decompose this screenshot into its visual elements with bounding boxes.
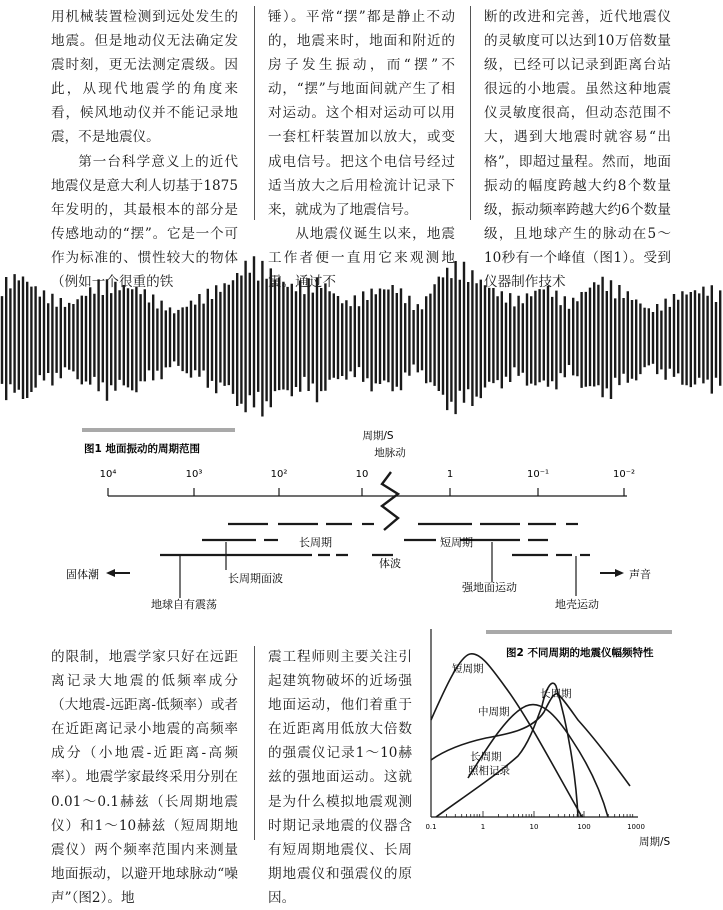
fig2-curves (431, 654, 630, 817)
figure-1 (0, 230, 723, 620)
fig2-x-tick-labels (425, 823, 644, 831)
text-column-bottom-1 (51, 645, 238, 910)
fig1-tick-label: 1 (446, 469, 454, 480)
paragraph: 的限制，地震学家只好在远距离记录大地震的低频率成分（大地震-远距离-低频率）或者在近距离记录小地震的高频率成分（小地震-近距离-高频率）。地震学家最终采用分别在0.01～0.1赫兹（长周期地震仪）和1～10赫兹（短周期地震仪）两个频率范围内来测量地面振动，以避开地球脉动“噪声”（图2）。地 (51, 649, 238, 906)
fig1-microseism-label: 地脉动 (374, 447, 406, 459)
label-strong-motion: 强地面运动 (462, 581, 517, 594)
fig1-caption: 图1 地面振动的周期范围 (84, 443, 200, 455)
curve-long-period (436, 683, 578, 817)
paragraph: 第一台科学意义上的近代地震仪是意大利人切基于1875年发明的，其最根本的部分是传感地动的“摆”。它是一个可作为标准的、惯性较大的物体（例如一个很重的铁 (51, 153, 238, 291)
fig2-xtick: 1 (480, 823, 486, 831)
label-long-period: 长周期 (299, 536, 332, 549)
label-sound: 声音 (629, 568, 651, 581)
label-long-period-surface-wave: 长周期面波 (228, 572, 283, 585)
fig1-tick-label: 10 (355, 469, 369, 480)
curve-short-period (431, 654, 582, 817)
label-earth-tide: 固体潮 (66, 568, 99, 581)
column-divider (254, 6, 255, 220)
fig2-x-minor-ticks (431, 811, 633, 817)
figure-2-graphic (425, 626, 723, 851)
arrow-right-head (615, 569, 624, 577)
label-crust-motion: 地壳运动 (555, 598, 599, 611)
fig1-tick-label: 10⁴ (99, 469, 117, 480)
curve-long-period-photo (431, 694, 630, 786)
fig1-tick-label: 10² (270, 469, 288, 480)
fig1-tick-label: 10⁻¹ (526, 469, 550, 480)
fig1-tick-label: 10⁻² (612, 469, 636, 480)
fig1-microseism-zigzag (382, 472, 398, 530)
fig1-axis-title: 周期/S (362, 430, 394, 442)
arrow-left-head (106, 569, 115, 577)
fig2-label-short-period: 短周期 (452, 663, 484, 675)
paragraph: 震工程师则主要关注引起建筑物破坏的近场强地面运动，他们着重于在近距离用低放大倍数的强震仪记录1～10赫兹的强地面运动。这就是为什么模拟地震观测时期记录地震的仪器含有短周期地震仪、长周期地震仪和强震仪的原因。 (268, 649, 412, 906)
fig2-x-axis-label: 周期/S (639, 836, 671, 848)
fig2-label-long-period: 长周期 (540, 688, 572, 700)
label-free-oscillation: 地球自有震荡 (151, 598, 217, 611)
fig2-xtick: 100 (577, 823, 591, 831)
text-column-bottom-2 (268, 645, 412, 910)
column-divider (470, 6, 471, 220)
fig2-caption-accent-bar (486, 630, 672, 634)
fig1-range-dashes (160, 524, 590, 555)
figure-1-graphic (0, 230, 723, 620)
paragraph: 从地震仪诞生以来，地震工作者便一直用它来观测地震。通过不 (268, 225, 455, 291)
label-body-wave: 体波 (379, 557, 401, 570)
fig2-xtick: 0.1 (425, 823, 437, 831)
paragraph: 用机械装置检测到远处发生的地震。但是地动仪无法确定发震时刻，更无法测定震级。因此，从现代地震学的角度来看，候风地动仪并不能记录地震，不是地震仪。 (51, 9, 238, 146)
fig2-label-long-period-photo-1: 长周期 (470, 751, 502, 763)
paragraph: 锤）。平常“摆”都是静止不动的，地震来时，地面和附近的房子发生振动，而“摆”不动，“摆”与地面间就产生了相对运动。这个相对运动可以用一套杠杆装置加以放大，或变成电信号。把这个电信号经过适当放大之后用检流计记录下来，就成为了地震信号。 (268, 9, 455, 218)
column-divider (254, 646, 255, 840)
caption-accent-bar (82, 428, 235, 432)
fig2-xtick: 10 (529, 823, 539, 831)
fig2-label-mid-period: 中周期 (478, 706, 510, 718)
fig2-label-long-period-photo-2: 照相记录 (468, 765, 510, 777)
seismic-waveform (2, 256, 720, 416)
fig2-caption: 图2 不同周期的地震仪幅频特性 (506, 647, 654, 659)
fig2-xtick: 1000 (627, 823, 645, 831)
figure-2 (425, 626, 723, 851)
paragraph: 断的改进和完善，近代地震仪的灵敏度可以达到10万倍数量级，已经可以记录到距离台站很远的小地震。虽然这种地震仪灵敏度很高，但动态范围不大，遇到大地震时就容易“出格”，即超过量程。然而，地面振动的幅度跨越大约8个数量级，振动频率跨越大约6个数量级，且地球产生的脉动在5～10秒有一个峰值（图1）。受到仪器制作技术 (484, 9, 671, 291)
fig1-tick-label: 10³ (185, 469, 203, 480)
label-short-period: 短周期 (440, 536, 473, 549)
fig1-axis-ticks (100, 469, 635, 496)
